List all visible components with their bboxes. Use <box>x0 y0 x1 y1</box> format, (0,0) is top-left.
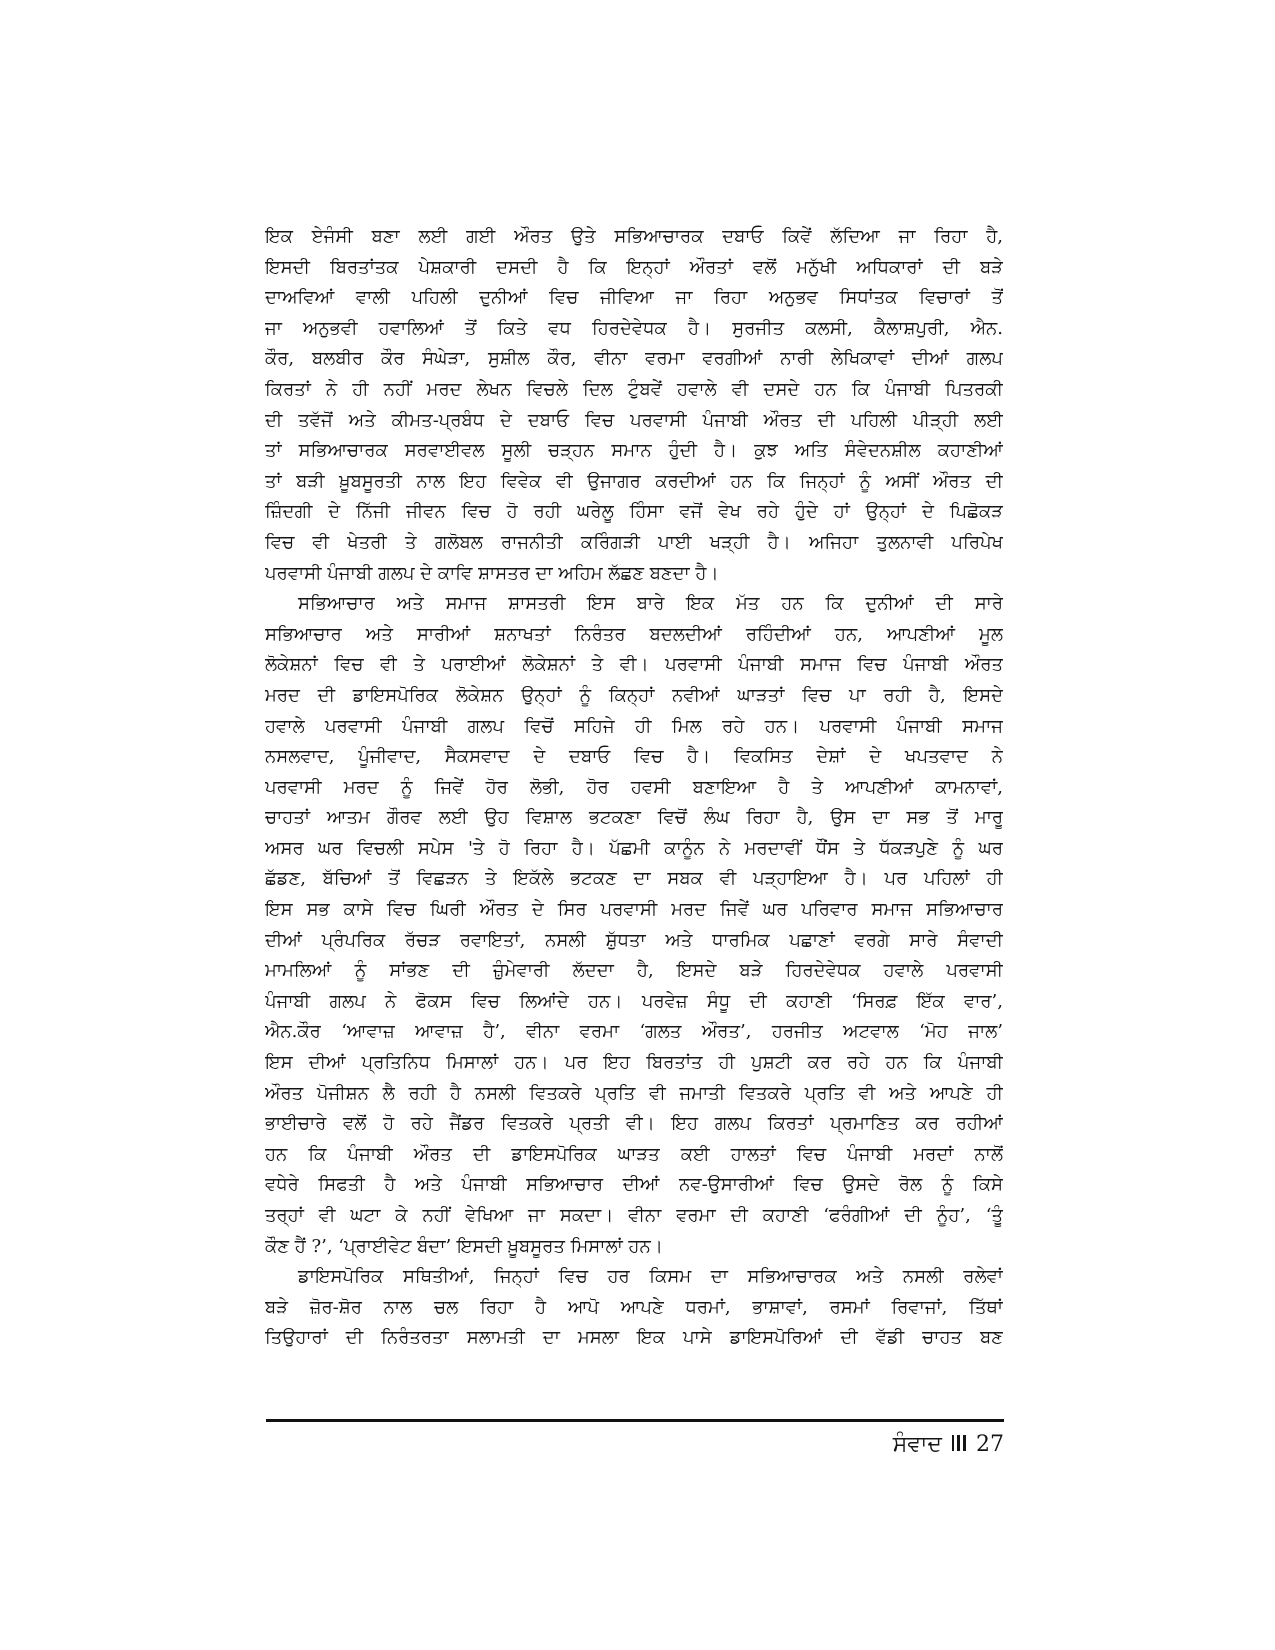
body-text <box>265 222 1003 1354</box>
text-line: ਇਸ ਦੀਆਂ ਪ੍ਰਤਿਨਿਧ ਮਿਸਾਲਾਂ ਹਨ। ਪਰ ਇਹ ਬਿਰਤਾਂਤ ਹੀ ਪੁਸ਼ਟੀ ਕਰ ਰਹੇ ਹਨ ਕਿ ਪੰਜਾਬੀ <box>265 1052 1003 1074</box>
text-line: ਮਰਦ ਦੀ ਡਾਇਸਪੋਰਿਕ ਲੋਕੇਸ਼ਨ ਉਨ੍ਹਾਂ ਨੂੰ ਕਿਨ੍ਹਾਂ ਨਵੀਆਂ ਘਾੜਤਾਂ ਵਿਚ ਪਾ ਰਹੀ ਹੈ, ਇਸਦੇ <box>265 684 1003 706</box>
text-line: ਡਾਇਸਪੋਰਿਕ ਸਥਿਤੀਆਂ, ਜਿਨ੍ਹਾਂ ਵਿਚ ਹਰ ਕਿਸਮ ਦਾ ਸਭਿਆਚਾਰਕ ਅਤੇ ਨਸਲੀ ਰਲੇਵਾਂ <box>298 1266 1003 1288</box>
text-line: ਹਵਾਲੇ ਪਰਵਾਸੀ ਪੰਜਾਬੀ ਗਲਪ ਵਿਚੋਂ ਸਹਿਜੇ ਹੀ ਮਿਲ ਰਹੇ ਹਨ। ਪਰਵਾਸੀ ਪੰਜਾਬੀ ਸਮਾਜ <box>265 715 1003 737</box>
text-line: ਸਭਿਆਚਾਰ ਅਤੇ ਸਮਾਜ ਸ਼ਾਸਤਰੀ ਇਸ ਬਾਰੇ ਇਕ ਮੱਤ ਹਨ ਕਿ ਦੁਨੀਆਂ ਦੀ ਸਾਰੇ <box>298 593 1003 615</box>
text-line: ਕੌਰ, ਬਲਬੀਰ ਕੌਰ ਸੰਘੇੜਾ, ਸੁਸ਼ੀਲ ਕੌਰ, ਵੀਨਾ ਵਰਮਾ ਵਰਗੀਆਂ ਨਾਰੀ ਲੇਖਿਕਾਵਾਂ ਦੀਆਂ ਗਲਪ <box>265 348 1003 370</box>
text-line: ਵਧੇਰੇ ਸਿਫਤੀ ਹੈ ਅਤੇ ਪੰਜਾਬੀ ਸਭਿਆਚਾਰ ਦੀਆਂ ਨਵ-ਉਸਾਰੀਆਂ ਵਿਚ ਉਸਦੇ ਰੋਲ ਨੂੰ ਕਿਸੇ <box>265 1174 1003 1196</box>
page-number: 27 <box>976 1432 1004 1457</box>
text-line: ਇਸਦੀ ਬਿਰਤਾਂਤਕ ਪੇਸ਼ਕਾਰੀ ਦਸਦੀ ਹੈ ਕਿ ਇਨ੍ਹਾਂ ਔਰਤਾਂ ਵਲੋਂ ਮਨੁੱਖੀ ਅਧਿਕਾਰਾਂ ਦੀ ਬੜੇ <box>265 256 1003 278</box>
text-line: ਮਾਮਲਿਆਂ ਨੂੰ ਸਾਂਭਣ ਦੀ ਜ਼ੁੰਮੇਵਾਰੀ ਲੱਦਦਾ ਹੈ, ਇਸਦੇ ਬੜੇ ਹਿਰਦੇਵੇਧਕ ਹਵਾਲੇ ਪਰਵਾਸੀ <box>265 960 1003 982</box>
text-line: ਤਾਂ ਬੜੀ ਖ਼ੂਬਸੂਰਤੀ ਨਾਲ ਇਹ ਵਿਵੇਕ ਵੀ ਉਜਾਗਰ ਕਰਦੀਆਂ ਹਨ ਕਿ ਜਿਨ੍ਹਾਂ ਨੂੰ ਅਸੀਂ ਔਰਤ ਦੀ <box>265 470 1003 492</box>
text-line: ਕਿਰਤਾਂ ਨੇ ਹੀ ਨਹੀਂ ਮਰਦ ਲੇਖਨ ਵਿਚਲੇ ਦਿਲ ਟੁੰਬਵੇਂ ਹਵਾਲੇ ਵੀ ਦਸਦੇ ਹਨ ਕਿ ਪੰਜਾਬੀ ਪਿਤਰਕੀ <box>265 378 1003 400</box>
text-line: ਅਸਰ ਘਰ ਵਿਚਲੀ ਸਪੇਸ 'ਤੇ ਹੋ ਰਿਹਾ ਹੈ। ਪੱਛਮੀ ਕਾਨੂੰਨ ਨੇ ਮਰਦਾਵੀਂ ਧੌਂਸ ਤੇ ਧੱਕੜਪੁਣੇ ਨੂੰ ਘਰ <box>265 837 1003 859</box>
text-line: ਇਕ ਏਜੰਸੀ ਬਣਾ ਲਈ ਗਈ ਔਰਤ ਉਤੇ ਸਭਿਆਚਾਰਕ ਦਬਾਓ ਕਿਵੇਂ ਲੱਦਿਆ ਜਾ ਰਿਹਾ ਹੈ, <box>265 226 1003 247</box>
text-line: ਐਨ.ਕੌਰ ‘ਆਵਾਜ਼ ਆਵਾਜ਼ ਹੈ’, ਵੀਨਾ ਵਰਮਾ ‘ਗਲਤ ਔਰਤ’, ਹਰਜੀਤ ਅਟਵਾਲ ‘ਮੋਹ ਜਾਲ’ <box>265 1021 1003 1043</box>
text-line: ਦੀ ਤਵੱਜੋਂ ਅਤੇ ਕੀਮਤ-ਪ੍ਰਬੰਧ ਦੇ ਦਬਾਓ ਵਿਚ ਪਰਵਾਸੀ ਪੰਜਾਬੀ ਔਰਤ ਦੀ ਪਹਿਲੀ ਪੀੜ੍ਹੀ ਲਈ <box>265 409 1003 431</box>
ornament-bars-icon <box>952 1433 966 1451</box>
text-line: ਕੌਣ ਹੈਂ ?’, ‘ਪ੍ਰਾਈਵੇਟ ਬੰਦਾ’ ਇਸਦੀ ਖ਼ੂਬਸੂਰਤ ਮਿਸਾਲਾਂ ਹਨ। <box>265 1235 663 1257</box>
text-line: ਪਰਵਾਸੀ ਪੰਜਾਬੀ ਗਲਪ ਦੇ ਕਾਵਿ ਸ਼ਾਸਤਰ ਦਾ ਅਹਿਮ ਲੱਛਣ ਬਣਦਾ ਹੈ। <box>265 562 719 584</box>
paragraph <box>265 589 1003 1262</box>
text-line: ਸਭਿਆਚਾਰ ਅਤੇ ਸਾਰੀਆਂ ਸ਼ਨਾਖਤਾਂ ਨਿਰੰਤਰ ਬਦਲਦੀਆਂ ਰਹਿੰਦੀਆਂ ਹਨ, ਆਪਣੀਆਂ ਮੂਲ <box>265 623 1003 645</box>
text-line: ਨਸਲਵਾਦ, ਪੂੰਜੀਵਾਦ, ਸੈਕਸਵਾਦ ਦੇ ਦਬਾਓ ਵਿਚ ਹੈ। ਵਿਕਸਿਤ ਦੇਸ਼ਾਂ ਦੇ ਖਪਤਵਾਦ ਨੇ <box>265 746 1003 768</box>
journal-name: ਸੰਵਾਦ <box>892 1432 942 1457</box>
text-line: ਔਰਤ ਪੋਜੀਸ਼ਨ ਲੈ ਰਹੀ ਹੈ ਨਸਲੀ ਵਿਤਕਰੇ ਪ੍ਰਤਿ ਵੀ ਜਮਾਤੀ ਵਿਤਕਰੇ ਪ੍ਰਤਿ ਵੀ ਅਤੇ ਆਪਣੇ ਹੀ <box>265 1082 1003 1104</box>
text-line: ਛੱਡਣ, ਬੱਚਿਆਂ ਤੋਂ ਵਿਛੜਨ ਤੇ ਇਕੱਲੇ ਭਟਕਣ ਦਾ ਸਬਕ ਵੀ ਪੜ੍ਹਾਇਆ ਹੈ। ਪਰ ਪਹਿਲਾਂ ਹੀ <box>265 868 1003 890</box>
text-line: ਪਰਵਾਸੀ ਮਰਦ ਨੂੰ ਜਿਵੇਂ ਹੋਰ ਲੋਭੀ, ਹੋਰ ਹਵਸੀ ਬਣਾਇਆ ਹੈ ਤੇ ਆਪਣੀਆਂ ਕਾਮਨਾਵਾਂ, <box>265 776 1003 798</box>
text-line: ਇਸ ਸਭ ਕਾਸੇ ਵਿਚ ਘਿਰੀ ਔਰਤ ਦੇ ਸਿਰ ਪਰਵਾਸੀ ਮਰਦ ਜਿਵੇਂ ਘਰ ਪਰਿਵਾਰ ਸਮਾਜ ਸਭਿਆਚਾਰ <box>265 899 1003 921</box>
text-line: ਜਾ ਅਨੁਭਵੀ ਹਵਾਲਿਆਂ ਤੋਂ ਕਿਤੇ ਵਧ ਹਿਰਦੇਵੇਧਕ ਹੈ। ਸੁਰਜੀਤ ਕਲਸੀ, ਕੈਲਾਸ਼ਪੁਰੀ, ਐਨ. <box>265 317 1003 339</box>
paragraph <box>265 222 1003 589</box>
text-line: ਦਾਅਵਿਆਂ ਵਾਲੀ ਪਹਿਲੀ ਦੁਨੀਆਂ ਵਿਚ ਜੀਵਿਆ ਜਾ ਰਿਹਾ ਅਨੁਭਵ ਸਿਧਾਂਤਕ ਵਿਚਾਰਾਂ ਤੋਂ <box>265 287 1003 309</box>
text-line: ਬੜੇ ਜ਼ੋਰ-ਸ਼ੋਰ ਨਾਲ ਚਲ ਰਿਹਾ ਹੈ ਆਪੋ ਆਪਣੇ ਧਰਮਾਂ, ਭਾਸ਼ਾਵਾਂ, ਰਸਮਾਂ ਰਿਵਾਜਾਂ, ਤਿੱਥਾਂ <box>265 1296 1003 1318</box>
text-line: ਦੀਆਂ ਪ੍ਰੰਪਰਿਕ ਰੱਚੜ ਰਵਾਇਤਾਂ, ਨਸਲੀ ਸ਼ੁੱਧਤਾ ਅਤੇ ਧਾਰਮਿਕ ਪਛਾਣਾਂ ਵਰਗੇ ਸਾਰੇ ਸੰਵਾਦੀ <box>265 929 1003 951</box>
text-line: ਭਾਈਚਾਰੇ ਵਲੋਂ ਹੋ ਰਹੇ ਜੈਂਡਰ ਵਿਤਕਰੇ ਪ੍ਰਤੀ ਵੀ। ਇਹ ਗਲਪ ਕਿਰਤਾਂ ਪ੍ਰਮਾਣਿਤ ਕਰ ਰਹੀਆਂ <box>265 1113 1003 1135</box>
text-line: ਪੰਜਾਬੀ ਗਲਪ ਨੇ ਫੋਕਸ ਵਿਚ ਲਿਆਂਦੇ ਹਨ। ਪਰਵੇਜ਼ ਸੰਧੂ ਦੀ ਕਹਾਣੀ ‘ਸਿਰਫ਼ ਇੱਕ ਵਾਰ’, <box>265 990 1003 1012</box>
text-line: ਹਨ ਕਿ ਪੰਜਾਬੀ ਔਰਤ ਦੀ ਡਾਇਸਪੋਰਿਕ ਘਾੜਤ ਕਈ ਹਾਲਤਾਂ ਵਿਚ ਪੰਜਾਬੀ ਮਰਦਾਂ ਨਾਲੋਂ <box>265 1143 1003 1165</box>
footer-rule <box>266 1419 1004 1422</box>
text-line: ਲੋਕੇਸ਼ਨਾਂ ਵਿਚ ਵੀ ਤੇ ਪਰਾਈਆਂ ਲੋਕੇਸ਼ਨਾਂ ਤੇ ਵੀ। ਪਰਵਾਸੀ ਪੰਜਾਬੀ ਸਮਾਜ ਵਿਚ ਪੰਜਾਬੀ ਔਰਤ <box>265 654 1003 676</box>
text-line: ਜ਼ਿੰਦਗੀ ਦੇ ਨਿੱਜੀ ਜੀਵਨ ਵਿਚ ਹੋ ਰਹੀ ਘਰੇਲੂ ਹਿੰਸਾ ਵਜੋਂ ਵੇਖ ਰਹੇ ਹੁੰਦੇ ਹਾਂ ਉਨ੍ਹਾਂ ਦੇ ਪਿਛੋਕੜ <box>265 501 1003 523</box>
text-line: ਤਾਂ ਸਭਿਆਚਾਰਕ ਸਰਵਾਈਵਲ ਸੂਲੀ ਚੜ੍ਹਨ ਸਮਾਨ ਹੁੰਦੀ ਹੈ। ਕੁਝ ਅਤਿ ਸੰਵੇਦਨਸ਼ੀਲ ਕਹਾਣੀਆਂ <box>265 440 1003 462</box>
paragraph <box>265 1262 1003 1354</box>
text-line: ਤਿਉਹਾਰਾਂ ਦੀ ਨਿਰੰਤਰਤਾ ਸਲਾਮਤੀ ਦਾ ਮਸਲਾ ਇਕ ਪਾਸੇ ਡਾਇਸਪੋਰਿਆਂ ਦੀ ਵੱਡੀ ਚਾਹਤ ਬਣ <box>265 1327 1003 1349</box>
text-line: ਚਾਹਤਾਂ ਆਤਮ ਗੌਰਵ ਲਈ ਉਹ ਵਿਸ਼ਾਲ ਭਟਕਣਾ ਵਿਚੋਂ ਲੰਘ ਰਿਹਾ ਹੈ, ਉਸ ਦਾ ਸਭ ਤੋਂ ਮਾਰੂ <box>265 807 1003 829</box>
text-line: ਵਿਚ ਵੀ ਖੇਤਰੀ ਤੇ ਗਲੋਬਲ ਰਾਜਨੀਤੀ ਕਰਿੰਗੜੀ ਪਾਈ ਖੜ੍ਹੀ ਹੈ। ਅਜਿਹਾ ਤੁਲਨਾਵੀ ਪਰਿਪੇਖ <box>265 531 1003 553</box>
text-line: ਤਰ੍ਹਾਂ ਵੀ ਘਟਾ ਕੇ ਨਹੀਂ ਵੇਖਿਆ ਜਾ ਸਕਦਾ। ਵੀਨਾ ਵਰਮਾ ਦੀ ਕਹਾਣੀ ‘ਫਰੰਗੀਆਂ ਦੀ ਨੂੰਹ’, ‘ਤੂੰ <box>265 1205 1003 1226</box>
page-footer <box>893 1432 1004 1457</box>
